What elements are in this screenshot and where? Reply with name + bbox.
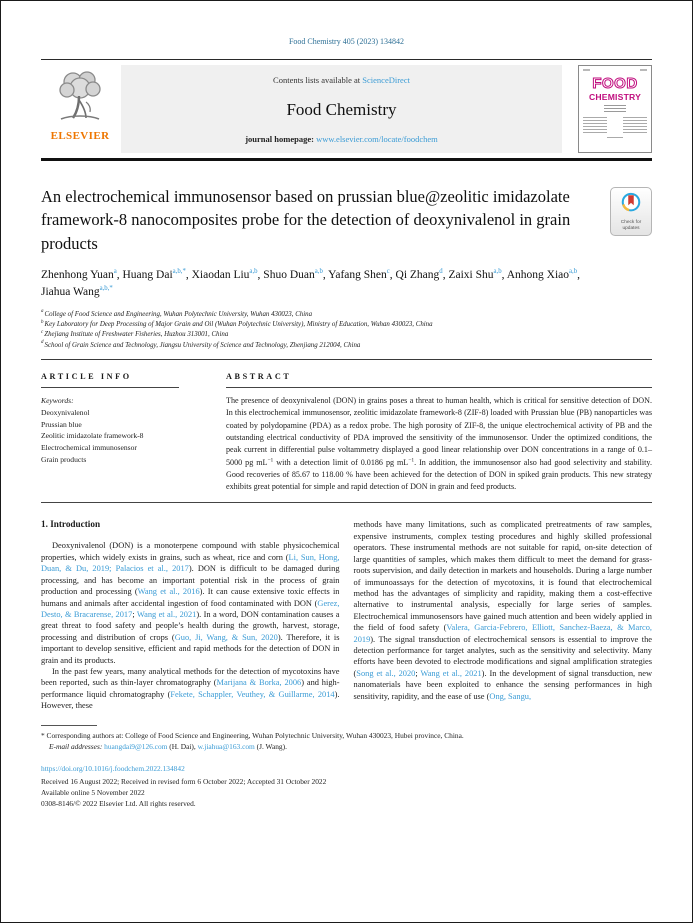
journal-masthead [41, 65, 652, 153]
top-divider [41, 59, 652, 60]
text-segment: ) and high-performance liquid chromatography ( [41, 678, 340, 699]
article-info-rule [41, 387, 179, 388]
cover-top-marks [583, 69, 647, 73]
keyword-item: Zeolitic imidazolate framework-8 [41, 431, 144, 441]
intro-paragraph-1 [41, 540, 340, 666]
inline-link[interactable]: Marijana & Borka, 2006 [216, 678, 302, 688]
abstract-column [226, 372, 652, 493]
citation-header: Food Chemistry 405 (2023) 134842 [288, 37, 405, 46]
footnote-rule [41, 725, 97, 726]
inline-link[interactable]: Li, Sun, Hong, Duan, & Du, 2019; Palacios et al., 2017 [41, 552, 340, 574]
journal-homepage-link[interactable]: www.elsevier.com/locate/foodchem [316, 134, 438, 144]
contents-prefix: Contents lists available at [273, 75, 363, 85]
body-column-left [41, 519, 340, 711]
text-segment: , Huang Dai [116, 269, 173, 282]
text-segment: , Anhong Xiao [501, 269, 570, 282]
text-segment: In the past few years, many analytical methods for the detection of mycotoxins have been reported, such as thin-layer chromatography ( [41, 667, 340, 688]
text-segment: ). Therefore, it is important to develop sensitive, efficient and rapid methods for the detection of DON in grain and its products. [41, 632, 340, 665]
inline-link[interactable]: a,b,* [99, 285, 113, 293]
text-segment: Deoxynivalenol (DON) is a monoterpene compound with stable physicochemical properties, which widely exists in grains, such as wheat, rice and corn ( [41, 541, 340, 562]
affiliations [41, 310, 652, 351]
text-segment: , Xiaodan Liu [185, 269, 250, 282]
cover-editor-lines [604, 105, 626, 113]
text-segment: E-mail addresses: [49, 741, 105, 751]
inline-link[interactable]: Valera, Garcia-Febrero, Elliott, Sanchez-Baeza, & Marco, 2019 [353, 623, 652, 644]
abstract-rule [226, 387, 652, 388]
abstract-text [226, 395, 652, 493]
inline-link[interactable]: a,b [314, 268, 323, 276]
inline-link[interactable]: a [113, 268, 117, 276]
text-segment: −1 [408, 456, 415, 463]
body-column-right [354, 519, 653, 711]
text-segment: , Qi Zhang [389, 269, 440, 282]
text-segment: , Shuo Duan [257, 269, 315, 282]
abstract-heading: ABSTRACT [226, 372, 292, 382]
introduction-heading: 1. Introduction [41, 519, 101, 530]
article-title: An electrochemical immunosensor based on prussian blue@zeolitic imidazolate framework-8 nanocomposites probe for the detection of deoxynivalenol in grain products [41, 187, 571, 253]
text-segment: ; [415, 668, 421, 678]
homepage-prefix: journal homepage: [245, 134, 317, 144]
inline-link[interactable]: a,b,* [172, 268, 186, 276]
text-segment: −1 [267, 456, 274, 463]
affiliations-divider [41, 359, 652, 360]
text-segment: . In addition, the immunosensor also had good selectivity and stability. Good recoveries of 85.67 to 118.00 % have been achieved for the detection of DON in spiked grain products. This new strategy exhibits great potential for simple and rapid detection of DON in grain and feed products. [226, 457, 652, 492]
check-badge-label: Check for updates [620, 219, 642, 231]
text-segment: ). The signal transduction of electrochemical sensors is essential to improve the detection performance for target analytes, such as the sensitivity and selectivity. Many efforts have been devoted to electrode modifications and signal amplification strategies ( [353, 634, 652, 678]
masthead-banner [121, 65, 562, 153]
affiliation-a: $^a$College of Food Science and Engineering, Wuhan Polytechnic University, Wuhan 430023, China [41, 309, 313, 318]
keyword-item: Electrochemical immunosensor [41, 443, 137, 453]
crossmark-icon [620, 192, 642, 219]
keyword-item: Prussian blue [41, 419, 82, 429]
text-segment: ; [132, 609, 137, 619]
inline-link[interactable]: Wang et al., 2016 [137, 587, 200, 597]
inline-link[interactable]: Wang et al., 2021 [420, 668, 482, 678]
journal-cover-thumbnail [578, 65, 652, 153]
text-segment: , Zaixi Shu [442, 269, 494, 282]
cover-title-chemistry: CHEMISTRY [588, 92, 642, 102]
inline-link[interactable]: Song et al., 2020 [356, 668, 416, 678]
affiliation-b: $^b$Key Laboratory for Deep Processing of Major Grain and Oil (Wuhan Polytechnic University), Ministry of Education, Wuhan 430023, China [41, 319, 433, 328]
inline-link[interactable]: a,b [493, 268, 502, 276]
copyright-line: 0308-8146/© 2022 Elsevier Ltd. All rights reserved. [41, 799, 196, 809]
keyword-item: Deoxynivalenol [41, 407, 90, 417]
abstract-divider [41, 502, 652, 503]
contents-line [273, 75, 410, 85]
inline-link[interactable]: Ong, Sangu, [489, 691, 532, 701]
cover-text-columns [583, 117, 647, 134]
doi-link[interactable]: https://doi.org/10.1016/j.foodchem.2022.134842 [41, 763, 185, 773]
text-segment: , Jiahua Wang [41, 269, 581, 298]
text-segment: methods have many limitations, such as complicated pretreatments of raw samples, expensive instruments, complex testing procedures and highly skilled professional operators. These instrumental methods are not suitable for rapid, on-site detection of large quantities of samples, which makes them difficult to meet the demand for grass-roots supervision, and daily detection in markets and households. During a large number of immunoassays for the detection of mycotoxins, it is found that electrochemical method has the advantages of simplicity and rapidity, making them a cost-effective alternative to instrumental analysis, especially for large series of samples. Electrochemical immunosensors have gained much attention and been widely applied in the field of food safety ( [353, 520, 652, 633]
received-dates: Received 16 August 2022; Received in revised form 6 October 2022; Accepted 31 October 2022 [41, 777, 327, 787]
text-segment: * Corresponding authors at: College of Food Science and Engineering, Wuhan Polytechnic University, Wuhan 430023, Hubei province, China. [41, 730, 464, 740]
cover-title-food: FOOD [592, 75, 638, 92]
keywords-label: Keywords: [41, 396, 74, 406]
inline-link[interactable]: Gerez, Desto, & Bracarense, 2017 [41, 598, 340, 619]
cover-footer-line [607, 137, 623, 138]
title-section [41, 185, 652, 255]
affiliation-c: $^c$Zhejiang Institute of Freshwater Fisheries, Huzhou 313001, China [41, 330, 229, 339]
email-addresses-line [41, 741, 652, 752]
text-segment: ). However, these [41, 689, 340, 711]
email-link-dai[interactable]: huangdai9@126.com [104, 741, 168, 751]
homepage-line [245, 134, 438, 144]
inline-link[interactable]: Fekete, Schappler, Veuthey, & Guillarme, 2014 [170, 689, 335, 699]
masthead-divider [41, 158, 652, 161]
text-segment: Zhenhong Yuan [41, 269, 114, 282]
article-info-column [41, 372, 191, 493]
elsevier-wordmark: ELSEVIER [50, 130, 110, 142]
article-info-heading: ARTICLE INFO [41, 372, 132, 382]
inline-link[interactable]: Guo, Ji, Wang, & Sun, 2020 [174, 632, 278, 642]
inline-link[interactable]: c [386, 268, 390, 276]
journal-title: Food Chemistry [286, 99, 397, 119]
correspondence-footnote [41, 725, 652, 752]
publication-info [41, 763, 652, 809]
text-segment: ). DON is difficult to be damaged during processing, and has become an important potential risk in the process of grain production and processing ( [41, 564, 340, 597]
inline-link[interactable]: a,b [569, 268, 578, 276]
text-segment: ). It can cause extensive toxic effects in humans and animals after accidental ingestion of food contaminated with DON ( [41, 587, 340, 608]
text-segment: ). In the development of signal transduction, new nanomaterials have been exploited to enhance the sensing performances in high sensitivity, rapidity, and the ease of use ( [353, 668, 652, 701]
check-for-updates-badge[interactable] [610, 187, 652, 236]
inline-link[interactable]: Wang et al., 2021 [136, 609, 197, 619]
info-abstract-section [41, 372, 652, 493]
email-link-wang[interactable]: w.jiahua@163.com [197, 741, 255, 751]
elsevier-logo [41, 65, 119, 153]
available-online: Available online 5 November 2022 [41, 788, 145, 798]
text-segment: (H. Dai), [167, 741, 198, 751]
corresponding-authors-line [41, 730, 652, 741]
article-body [41, 519, 652, 711]
text-segment: ). In a word, DON contamination causes a great threat to food safety and people’s health during the growth, harvest, storage, processing and distribution of crops ( [41, 609, 340, 642]
text-segment: (J. Wang). [254, 741, 287, 751]
keyword-item: Grain products [41, 454, 87, 464]
text-segment: with a detection limit of 0.0186 pg mL [273, 457, 409, 467]
author-list [41, 267, 652, 300]
text-segment: , Yafang Shen [322, 269, 387, 282]
affiliation-d: $^d$School of Grain Science and Technology, Jiangsu University of Science and Technology, Zhenjiang 212004, China [41, 340, 361, 349]
inline-link[interactable]: a,b [249, 268, 258, 276]
inline-link[interactable]: d [439, 268, 443, 276]
sciencedirect-link[interactable]: ScienceDirect [362, 75, 410, 85]
text-segment: The presence of deoxynivalenol (DON) in grains poses a threat to human health, which is critical for sensitive detection of DON. In this electrochemical immunosensor, zeolitic imidazolate framework-8 (ZIF-8) loaded with Prussian blue (PB) nanoparticles was coated by polydopamine (PDA) as a redox probe. The high porosity of ZIF-8, the unique electrochemical activity of PB and the outstanding electrical conductivity of PDA improved the sensitivity of the immunosensor. Under the optimized conditions, the peak current in differential pulse voltammetry displayed a good linear relationship over DON concentrations in a range of 0.1–5000 pg mL [226, 396, 652, 467]
intro-paragraph-2 [41, 666, 340, 712]
intro-paragraph-3 [354, 519, 653, 702]
elsevier-tree-icon [53, 68, 107, 129]
